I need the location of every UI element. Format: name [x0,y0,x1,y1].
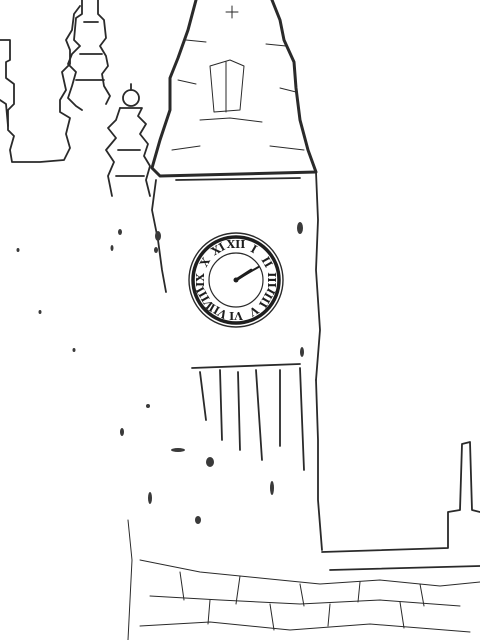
clock-numeral: XII [226,238,246,251]
clock-numeral: VII [206,300,230,322]
clock-numeral: IX [194,273,207,287]
spire-detail [172,6,304,150]
clock-numeral: XI [209,240,228,259]
clock-numeral: X [197,255,214,270]
tower-body [152,172,322,550]
clock-numeral: I [248,242,260,257]
clock-numeral: VIII [193,284,217,312]
clock-numeral: III [265,272,278,288]
clock-numeral: II [258,254,275,270]
finial-pinnacle [106,84,150,196]
left-pinnacle [0,6,80,162]
clock-numeral: V [246,302,261,319]
clock-face [189,233,283,327]
right-parapet [322,442,480,570]
clock-numeral: VI [229,309,243,322]
clock-hub [234,278,239,283]
clock-numeral: IIII [255,285,278,310]
lower-masonry [128,520,480,640]
